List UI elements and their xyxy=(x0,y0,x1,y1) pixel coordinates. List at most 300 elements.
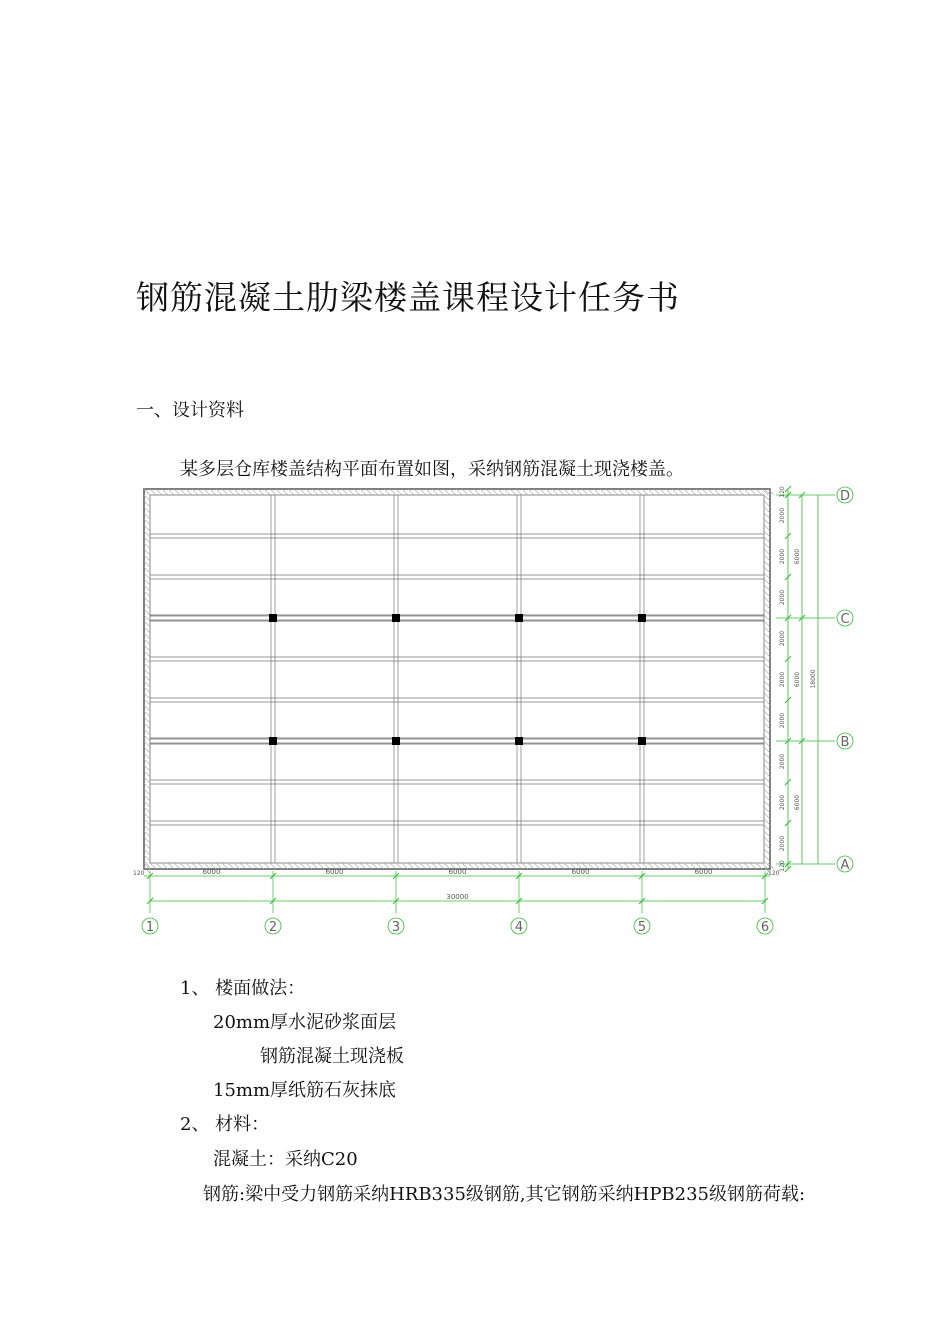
wall-hatch xyxy=(492,489,498,495)
wall-hatch xyxy=(540,489,546,495)
wall-hatch xyxy=(764,633,770,639)
vertical-dimension-label: 6000 xyxy=(794,671,801,688)
wall-hatch xyxy=(414,489,420,495)
wall-hatch xyxy=(438,863,444,869)
vertical-dimension-label: 18000 xyxy=(810,669,817,689)
wall-hatch xyxy=(180,863,186,869)
section-heading: 一、设计资料 xyxy=(136,400,244,421)
wall-hatch xyxy=(684,489,690,495)
wall-hatch xyxy=(408,863,414,869)
wall-hatch xyxy=(390,863,396,869)
wall-hatch xyxy=(144,765,150,771)
wall-hatch xyxy=(624,489,630,495)
wall-hatch xyxy=(764,771,770,777)
wall-hatch xyxy=(426,489,432,495)
axis-letter-label: C xyxy=(840,612,850,627)
wall-hatch xyxy=(144,717,150,723)
wall-hatch xyxy=(258,489,264,495)
wall-hatch xyxy=(324,489,330,495)
wall-hatch xyxy=(144,693,150,699)
wall-hatch xyxy=(336,489,342,495)
wall-hatch xyxy=(636,863,642,869)
wall-hatch xyxy=(690,489,696,495)
wall-hatch xyxy=(764,789,770,795)
wall-hatch xyxy=(234,489,240,495)
wall-hatch xyxy=(764,777,770,783)
wall-hatch xyxy=(486,863,492,869)
wall-hatch xyxy=(144,615,150,621)
wall-hatch xyxy=(764,729,770,735)
column xyxy=(392,737,400,745)
wall-hatch xyxy=(764,585,770,591)
wall-hatch xyxy=(764,537,770,543)
wall-hatch xyxy=(144,825,150,831)
wall-hatch xyxy=(534,863,540,869)
wall-hatch xyxy=(144,585,150,591)
wall-hatch xyxy=(534,489,540,495)
wall-hatch xyxy=(764,657,770,663)
wall-hatch xyxy=(576,489,582,495)
wall-hatch xyxy=(144,507,150,513)
wall-hatch xyxy=(648,863,654,869)
bay-dimension-label: 6000 xyxy=(325,868,344,876)
wall-hatch xyxy=(764,567,770,573)
wall-hatch xyxy=(558,863,564,869)
wall-hatch xyxy=(764,747,770,753)
wall-hatch xyxy=(426,863,432,869)
wall-hatch xyxy=(318,863,324,869)
wall-hatch xyxy=(588,489,594,495)
wall-hatch xyxy=(390,489,396,495)
wall-hatch xyxy=(144,735,150,741)
wall-hatch xyxy=(498,489,504,495)
wall-hatch xyxy=(144,813,150,819)
wall-hatch xyxy=(294,489,300,495)
wall-hatch xyxy=(306,863,312,869)
wall-hatch xyxy=(764,519,770,525)
wall-hatch xyxy=(564,863,570,869)
wall-hatch xyxy=(764,495,770,501)
wall-hatch xyxy=(522,489,528,495)
wall-hatch xyxy=(300,489,306,495)
wall-hatch xyxy=(144,639,150,645)
wall-hatch xyxy=(150,489,156,495)
wall-hatch xyxy=(144,561,150,567)
total-dimension-label: 30000 xyxy=(446,893,469,901)
wall-hatch xyxy=(764,603,770,609)
wall-hatch xyxy=(144,669,150,675)
wall-hatch xyxy=(204,489,210,495)
wall-hatch xyxy=(288,863,294,869)
bay-dimension-label: 6000 xyxy=(448,868,467,876)
bay-dimension-label: 6000 xyxy=(571,868,590,876)
wall-hatch xyxy=(764,759,770,765)
wall-hatch xyxy=(438,489,444,495)
wall-hatch xyxy=(594,489,600,495)
wall-hatch xyxy=(660,489,666,495)
wall-hatch xyxy=(144,663,150,669)
wall-hatch xyxy=(612,489,618,495)
wall-hatch xyxy=(764,525,770,531)
column xyxy=(515,737,523,745)
wall-hatch xyxy=(528,489,534,495)
wall-hatch xyxy=(764,735,770,741)
wall-hatch xyxy=(282,489,288,495)
column xyxy=(638,614,646,622)
steel-spec: 钢筋:梁中受力钢筋采纳HRB335级钢筋,其它钢筋采纳HPB235级钢筋荷载: xyxy=(203,1184,806,1205)
wall-hatch xyxy=(764,843,770,849)
vertical-dimension-label: 2000 xyxy=(779,753,786,770)
wall-hatch xyxy=(764,645,770,651)
wall-hatch xyxy=(144,525,150,531)
wall-hatch xyxy=(402,863,408,869)
wall-hatch xyxy=(444,489,450,495)
wall-hatch xyxy=(288,489,294,495)
wall-hatch xyxy=(144,777,150,783)
wall-hatch xyxy=(678,489,684,495)
wall-hatch xyxy=(678,863,684,869)
wall-hatch xyxy=(144,789,150,795)
wall-hatch xyxy=(240,863,246,869)
wall-hatch xyxy=(702,489,708,495)
wall-hatch xyxy=(744,863,750,869)
wall-hatch xyxy=(246,489,252,495)
wall-hatch xyxy=(144,819,150,825)
column xyxy=(392,614,400,622)
wall-hatch xyxy=(522,863,528,869)
wall-hatch xyxy=(764,741,770,747)
vertical-dimension-label: 2000 xyxy=(779,712,786,729)
wall-hatch xyxy=(624,863,630,869)
wall-hatch xyxy=(764,501,770,507)
wall-hatch xyxy=(144,807,150,813)
wall-hatch xyxy=(378,489,384,495)
wall-hatch xyxy=(378,863,384,869)
axis-number-label: 4 xyxy=(514,920,524,935)
wall-hatch xyxy=(252,863,258,869)
wall-hatch xyxy=(186,863,192,869)
wall-hatch xyxy=(474,489,480,495)
wall-hatch xyxy=(144,759,150,765)
vertical-dimension-label: 6000 xyxy=(794,794,801,811)
vertical-dimension-label: 2000 xyxy=(779,589,786,606)
wall-hatch xyxy=(764,573,770,579)
wall-hatch xyxy=(764,549,770,555)
wall-hatch xyxy=(144,831,150,837)
wall-hatch xyxy=(630,489,636,495)
column xyxy=(638,737,646,745)
wall-hatch xyxy=(666,489,672,495)
wall-hatch xyxy=(396,489,402,495)
wall-hatch xyxy=(408,489,414,495)
wall-hatch xyxy=(726,863,732,869)
wall-hatch xyxy=(186,489,192,495)
wall-offset-label: 120 xyxy=(133,870,145,877)
wall-hatch xyxy=(600,489,606,495)
wall-hatch xyxy=(144,567,150,573)
wall-hatch xyxy=(764,687,770,693)
wall-hatch xyxy=(732,489,738,495)
axis-number-label: 5 xyxy=(637,920,647,935)
wall-hatch xyxy=(420,489,426,495)
bay-dimension-label: 6000 xyxy=(202,868,221,876)
wall-hatch xyxy=(198,489,204,495)
wall-hatch xyxy=(764,753,770,759)
wall-hatch xyxy=(264,489,270,495)
wall-hatch xyxy=(222,489,228,495)
floor-layer-2: 钢筋混凝土现浇板 xyxy=(260,1046,404,1067)
wall-hatch xyxy=(720,489,726,495)
wall-hatch xyxy=(764,807,770,813)
wall-hatch xyxy=(354,863,360,869)
wall-hatch xyxy=(764,531,770,537)
wall-hatch xyxy=(168,863,174,869)
wall-hatch xyxy=(156,489,162,495)
floor-method-heading: 1、 楼面做法： xyxy=(180,978,306,999)
wall-hatch xyxy=(764,639,770,645)
wall-hatch xyxy=(258,863,264,869)
wall-hatch xyxy=(764,579,770,585)
wall-hatch xyxy=(714,863,720,869)
wall-hatch xyxy=(366,863,372,869)
wall-hatch xyxy=(540,863,546,869)
wall-hatch xyxy=(764,831,770,837)
wall-hatch xyxy=(240,489,246,495)
wall-hatch xyxy=(234,863,240,869)
wall-hatch xyxy=(764,621,770,627)
bay-dimension-label: 6000 xyxy=(694,868,713,876)
vertical-dimension-label: 2000 xyxy=(779,630,786,647)
wall-hatch xyxy=(552,863,558,869)
wall-hatch xyxy=(696,489,702,495)
wall-hatch xyxy=(606,863,612,869)
wall-hatch xyxy=(144,555,150,561)
wall-hatch xyxy=(192,489,198,495)
wall-hatch xyxy=(144,771,150,777)
wall-hatch xyxy=(504,489,510,495)
wall-hatch xyxy=(174,489,180,495)
floor-layer-1: 20mm厚水泥砂浆面层 xyxy=(213,1012,397,1033)
wall-hatch xyxy=(480,863,486,869)
wall-hatch xyxy=(144,849,150,855)
wall-hatch xyxy=(648,489,654,495)
wall-hatch xyxy=(282,863,288,869)
wall-offset-label: 120 xyxy=(768,870,780,877)
wall-hatch xyxy=(462,489,468,495)
wall-hatch xyxy=(764,609,770,615)
wall-hatch xyxy=(144,783,150,789)
wall-hatch xyxy=(348,489,354,495)
wall-hatch xyxy=(732,863,738,869)
wall-hatch xyxy=(144,531,150,537)
wall-hatch xyxy=(396,863,402,869)
wall-hatch xyxy=(764,819,770,825)
wall-hatch xyxy=(750,489,756,495)
wall-hatch xyxy=(546,489,552,495)
wall-hatch xyxy=(456,489,462,495)
wall-hatch xyxy=(144,753,150,759)
wall-hatch xyxy=(144,627,150,633)
column xyxy=(269,737,277,745)
wall-hatch xyxy=(144,705,150,711)
wall-hatch xyxy=(144,513,150,519)
wall-hatch xyxy=(348,863,354,869)
wall-hatch xyxy=(660,863,666,869)
wall-hatch xyxy=(764,669,770,675)
wall-hatch xyxy=(546,863,552,869)
wall-hatch xyxy=(144,729,150,735)
wall-hatch xyxy=(642,489,648,495)
wall-hatch xyxy=(764,675,770,681)
wall-hatch xyxy=(144,699,150,705)
wall-hatch xyxy=(270,489,276,495)
wall-hatch xyxy=(558,489,564,495)
wall-hatch xyxy=(360,489,366,495)
wall-hatch xyxy=(468,489,474,495)
wall-hatch xyxy=(384,489,390,495)
wall-hatch xyxy=(764,615,770,621)
wall-hatch xyxy=(144,843,150,849)
wall-hatch xyxy=(474,863,480,869)
wall-hatch xyxy=(174,863,180,869)
wall-hatch xyxy=(764,693,770,699)
wall-hatch xyxy=(726,489,732,495)
wall-hatch xyxy=(144,795,150,801)
wall-hatch xyxy=(594,863,600,869)
wall-hatch xyxy=(144,687,150,693)
inner-wall-line xyxy=(150,495,764,863)
wall-hatch xyxy=(276,489,282,495)
wall-hatch xyxy=(492,863,498,869)
wall-hatch xyxy=(300,863,306,869)
wall-hatch xyxy=(764,561,770,567)
wall-hatch xyxy=(504,863,510,869)
wall-hatch xyxy=(516,863,522,869)
wall-hatch xyxy=(264,863,270,869)
wall-hatch xyxy=(144,723,150,729)
wall-hatch xyxy=(764,555,770,561)
wall-hatch xyxy=(246,863,252,869)
wall-hatch xyxy=(666,863,672,869)
wall-hatch xyxy=(228,489,234,495)
wall-hatch xyxy=(384,863,390,869)
wall-hatch xyxy=(720,863,726,869)
wall-hatch xyxy=(402,489,408,495)
wall-hatch xyxy=(144,801,150,807)
wall-hatch xyxy=(764,855,770,861)
wall-hatch xyxy=(764,837,770,843)
wall-hatch xyxy=(318,489,324,495)
wall-hatch xyxy=(144,519,150,525)
wall-hatch xyxy=(216,489,222,495)
wall-hatch xyxy=(764,507,770,513)
wall-hatch xyxy=(276,863,282,869)
wall-hatch xyxy=(144,609,150,615)
wall-hatch xyxy=(764,783,770,789)
wall-hatch xyxy=(738,489,744,495)
wall-hatch xyxy=(564,489,570,495)
floor-layer-3: 15mm厚纸筋石灰抹底 xyxy=(213,1080,397,1101)
wall-hatch xyxy=(210,489,216,495)
axis-number-label: 1 xyxy=(145,920,155,935)
wall-hatch xyxy=(764,825,770,831)
wall-hatch xyxy=(144,603,150,609)
wall-hatch xyxy=(144,681,150,687)
wall-hatch xyxy=(144,741,150,747)
wall-hatch xyxy=(764,813,770,819)
wall-hatch xyxy=(756,489,762,495)
wall-hatch xyxy=(144,645,150,651)
wall-hatch xyxy=(144,543,150,549)
wall-hatch xyxy=(192,863,198,869)
wall-hatch xyxy=(144,537,150,543)
wall-hatch xyxy=(612,863,618,869)
wall-hatch xyxy=(528,863,534,869)
wall-hatch xyxy=(486,489,492,495)
wall-hatch xyxy=(150,863,156,869)
wall-hatch xyxy=(162,489,168,495)
wall-hatch xyxy=(144,579,150,585)
wall-hatch xyxy=(432,489,438,495)
wall-hatch xyxy=(618,863,624,869)
wall-hatch xyxy=(708,489,714,495)
wall-hatch xyxy=(764,723,770,729)
wall-hatch xyxy=(764,711,770,717)
wall-hatch xyxy=(144,597,150,603)
floor-plan-drawing xyxy=(130,485,870,945)
wall-hatch xyxy=(756,863,762,869)
wall-hatch xyxy=(228,863,234,869)
wall-hatch xyxy=(764,543,770,549)
wall-hatch xyxy=(570,489,576,495)
vertical-dimension-label: 2000 xyxy=(779,507,786,524)
wall-hatch xyxy=(654,863,660,869)
vertical-dimension-label: 2000 xyxy=(779,794,786,811)
wall-hatch xyxy=(144,633,150,639)
wall-hatch xyxy=(144,711,150,717)
wall-hatch xyxy=(764,795,770,801)
wall-hatch xyxy=(144,675,150,681)
wall-hatch xyxy=(510,489,516,495)
column xyxy=(269,614,277,622)
wall-hatch xyxy=(144,747,150,753)
vertical-dimension-label: 2000 xyxy=(779,671,786,688)
wall-hatch xyxy=(764,849,770,855)
wall-hatch xyxy=(144,657,150,663)
wall-hatch xyxy=(642,863,648,869)
wall-hatch xyxy=(162,863,168,869)
wall-hatch xyxy=(764,717,770,723)
wall-hatch xyxy=(498,863,504,869)
wall-hatch xyxy=(330,489,336,495)
wall-hatch xyxy=(654,489,660,495)
wall-hatch xyxy=(764,597,770,603)
column xyxy=(515,614,523,622)
wall-hatch xyxy=(222,863,228,869)
wall-hatch xyxy=(342,489,348,495)
wall-hatch xyxy=(516,489,522,495)
wall-hatch xyxy=(144,549,150,555)
wall-hatch xyxy=(738,863,744,869)
wall-hatch xyxy=(144,591,150,597)
wall-hatch xyxy=(764,681,770,687)
wall-hatch xyxy=(764,591,770,597)
wall-hatch xyxy=(636,489,642,495)
outer-wall xyxy=(144,489,770,869)
wall-hatch xyxy=(764,627,770,633)
wall-hatch xyxy=(252,489,258,495)
page-title: 钢筋混凝土肋梁楼盖课程设计任务书 xyxy=(136,278,680,317)
